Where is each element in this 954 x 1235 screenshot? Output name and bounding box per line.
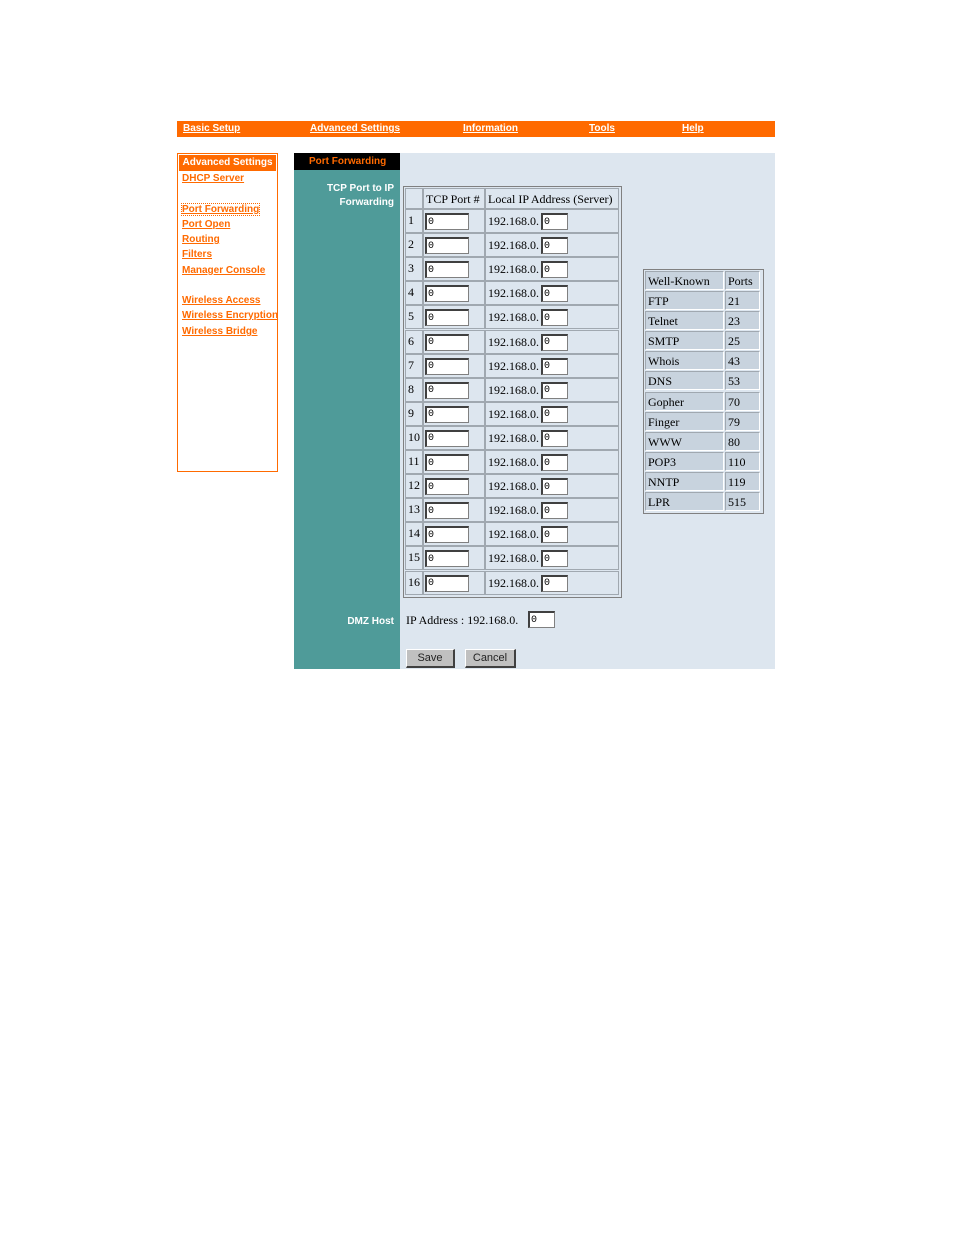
- known-service-name: Whois: [645, 351, 724, 370]
- row-number: 9: [405, 402, 423, 426]
- tcp-port-cell: [423, 257, 485, 281]
- top-nav: [177, 121, 775, 137]
- ip-prefix: 192.168.0.: [488, 382, 539, 397]
- sidebar: [177, 153, 278, 472]
- local-ip-cell: [485, 474, 619, 498]
- row-number: 14: [405, 522, 423, 546]
- row-number: 7: [405, 354, 423, 378]
- port-forwarding-table: [403, 186, 622, 598]
- sidebar-item-wireless-bridge[interactable]: Wireless Bridge: [182, 326, 258, 337]
- local-ip-cell: [485, 330, 619, 354]
- known-service-name: NNTP: [645, 472, 724, 491]
- tcp-port-input[interactable]: [425, 454, 469, 471]
- page-title-tab: Port Forwarding: [294, 153, 400, 170]
- local-ip-input[interactable]: [541, 478, 568, 495]
- known-service-name: DNS: [645, 371, 724, 390]
- local-ip-cell: [485, 426, 619, 450]
- known-service-name: Gopher: [645, 392, 724, 411]
- local-ip-input[interactable]: [541, 454, 568, 471]
- local-ip-cell: [485, 209, 619, 233]
- sidebar-item-manager-console[interactable]: Manager Console: [182, 265, 266, 276]
- local-ip-cell: [485, 233, 619, 257]
- known-service-port: 70: [725, 392, 760, 411]
- row-number: 4: [405, 281, 423, 305]
- tcp-port-input[interactable]: [425, 285, 469, 302]
- tcp-port-cell: [423, 546, 485, 570]
- known-service-port: 515: [725, 492, 760, 511]
- save-button[interactable]: Save: [406, 649, 455, 668]
- ip-prefix: 192.168.0.: [488, 406, 539, 421]
- local-ip-input[interactable]: [541, 550, 568, 567]
- tcp-port-input[interactable]: [425, 334, 469, 351]
- local-ip-cell: [485, 281, 619, 305]
- local-ip-input[interactable]: [541, 334, 568, 351]
- dmz-host-row: [406, 613, 518, 628]
- tcp-port-input[interactable]: [425, 550, 469, 567]
- tcp-port-input[interactable]: [425, 213, 469, 230]
- local-ip-cell: [485, 257, 619, 281]
- ip-prefix: 192.168.0.: [488, 575, 539, 590]
- tcp-port-cell: [423, 571, 485, 595]
- row-number: 8: [405, 378, 423, 402]
- sidebar-item-filters[interactable]: Filters: [182, 249, 213, 260]
- nav-advanced-settings[interactable]: Advanced Settings: [310, 123, 401, 134]
- known-service-name: Telnet: [645, 311, 724, 330]
- section-label-forwarding: [327, 182, 394, 210]
- ip-prefix: 192.168.0.: [488, 358, 539, 373]
- local-ip-input[interactable]: [541, 261, 568, 278]
- row-number: 11: [405, 450, 423, 474]
- known-service-port: 80: [725, 432, 760, 451]
- dmz-host-label: DMZ Host: [347, 616, 394, 627]
- sidebar-item-routing[interactable]: Routing: [182, 234, 220, 245]
- tcp-port-cell: [423, 305, 485, 329]
- row-number: 3: [405, 257, 423, 281]
- tcp-port-input[interactable]: [425, 309, 469, 326]
- known-service-port: 53: [725, 371, 760, 390]
- local-ip-cell: [485, 522, 619, 546]
- table-header-blank: [405, 188, 423, 209]
- known-service-port: 21: [725, 291, 760, 310]
- tcp-port-input[interactable]: [425, 478, 469, 495]
- row-number: 6: [405, 330, 423, 354]
- local-ip-input[interactable]: [541, 382, 568, 399]
- ip-prefix: 192.168.0.: [488, 551, 539, 566]
- tcp-port-input[interactable]: [425, 261, 469, 278]
- tcp-port-input[interactable]: [425, 237, 469, 254]
- tcp-port-input[interactable]: [425, 382, 469, 399]
- sidebar-item-port-open[interactable]: Port Open: [182, 219, 231, 230]
- known-header-port: Ports: [725, 271, 760, 290]
- known-service-name: POP3: [645, 452, 724, 471]
- ip-prefix: 192.168.0.: [488, 334, 539, 349]
- local-ip-input[interactable]: [541, 526, 568, 543]
- ip-prefix: 192.168.0.: [488, 262, 539, 277]
- tcp-port-input[interactable]: [425, 502, 469, 519]
- well-known-ports-table: [643, 269, 764, 514]
- ip-prefix: 192.168.0.: [488, 310, 539, 325]
- row-number: 13: [405, 498, 423, 522]
- known-service-name: SMTP: [645, 331, 724, 350]
- row-number: 16: [405, 571, 423, 595]
- local-ip-cell: [485, 305, 619, 329]
- tcp-port-cell: [423, 209, 485, 233]
- row-number: 2: [405, 233, 423, 257]
- tcp-port-input[interactable]: [425, 526, 469, 543]
- section-label-column: [294, 153, 400, 669]
- section-label-line-2: Forwarding: [339, 197, 394, 208]
- ip-prefix: 192.168.0.: [488, 455, 539, 469]
- sidebar-item-dhcp-server[interactable]: DHCP Server: [182, 173, 245, 184]
- tcp-port-input[interactable]: [425, 430, 469, 447]
- known-service-port: 110: [725, 452, 760, 471]
- known-service-port: 43: [725, 351, 760, 370]
- known-service-port: 25: [725, 331, 760, 350]
- row-number: 10: [405, 426, 423, 450]
- local-ip-cell: [485, 354, 619, 378]
- row-number: 1: [405, 209, 423, 233]
- known-service-name: Finger: [645, 412, 724, 431]
- dmz-ip-input[interactable]: [528, 611, 555, 628]
- nav-tools[interactable]: Tools: [589, 123, 615, 134]
- tcp-port-input[interactable]: [425, 358, 469, 375]
- tcp-port-cell: [423, 330, 485, 354]
- tcp-port-cell: [423, 402, 485, 426]
- tcp-port-cell: [423, 378, 485, 402]
- ip-prefix: 192.168.0.: [488, 286, 539, 301]
- tcp-port-cell: [423, 233, 485, 257]
- local-ip-cell: [485, 571, 619, 595]
- known-service-port: 119: [725, 472, 760, 491]
- ip-prefix: 192.168.0.: [488, 479, 539, 494]
- local-ip-cell: [485, 450, 619, 474]
- row-number: 15: [405, 546, 423, 570]
- sidebar-header: Advanced Settings: [179, 155, 276, 171]
- section-label-line-1: TCP Port to IP: [326, 183, 394, 194]
- ip-prefix: 192.168.0.: [488, 503, 539, 518]
- tcp-port-cell: [423, 426, 485, 450]
- local-ip-input[interactable]: [541, 358, 568, 375]
- tcp-port-cell: [423, 450, 485, 474]
- ip-prefix: 192.168.0.: [488, 527, 539, 542]
- local-ip-input[interactable]: [541, 285, 568, 302]
- known-service-port: 79: [725, 412, 760, 431]
- local-ip-input[interactable]: [541, 213, 568, 230]
- known-service-name: LPR: [645, 492, 724, 511]
- row-number: 5: [405, 305, 423, 329]
- tcp-port-cell: [423, 474, 485, 498]
- local-ip-input[interactable]: [541, 430, 568, 447]
- cancel-button[interactable]: Cancel: [465, 649, 516, 668]
- known-service-port: 23: [725, 311, 760, 330]
- main-panel: [294, 153, 775, 669]
- known-service-name: FTP: [645, 291, 724, 310]
- tcp-port-cell: [423, 281, 485, 305]
- tcp-port-input[interactable]: [425, 406, 469, 423]
- known-service-name: WWW: [645, 432, 724, 451]
- ip-prefix: 192.168.0.: [488, 430, 539, 445]
- nav-information[interactable]: Information: [463, 123, 518, 134]
- tcp-port-input[interactable]: [425, 575, 469, 592]
- known-header-service: Well-Known: [645, 271, 724, 290]
- ip-prefix: 192.168.0.: [488, 214, 539, 228]
- sidebar-item-port-forwarding[interactable]: Port Forwarding: [182, 204, 260, 215]
- local-ip-cell: [485, 378, 619, 402]
- table-header-tcp-port: TCP Port #: [423, 188, 485, 209]
- dmz-ip-label: IP Address : 192.168.0.: [406, 613, 519, 627]
- table-header-local-ip: Local IP Address (Server): [485, 188, 619, 209]
- ip-prefix: 192.168.0.: [488, 238, 539, 253]
- local-ip-input[interactable]: [541, 575, 568, 592]
- tcp-port-cell: [423, 522, 485, 546]
- row-number: 12: [405, 474, 423, 498]
- nav-help[interactable]: Help: [682, 123, 704, 134]
- local-ip-input[interactable]: [541, 502, 568, 519]
- local-ip-cell: [485, 402, 619, 426]
- tcp-port-cell: [423, 498, 485, 522]
- local-ip-input[interactable]: [541, 309, 568, 326]
- local-ip-cell: [485, 546, 619, 570]
- sidebar-item-wireless-access[interactable]: Wireless Access: [182, 295, 261, 306]
- local-ip-input[interactable]: [541, 237, 568, 254]
- nav-basic-setup[interactable]: Basic Setup: [183, 123, 241, 134]
- local-ip-cell: [485, 498, 619, 522]
- tcp-port-cell: [423, 354, 485, 378]
- sidebar-item-wireless-encryption[interactable]: Wireless Encryption: [182, 310, 279, 321]
- local-ip-input[interactable]: [541, 406, 568, 423]
